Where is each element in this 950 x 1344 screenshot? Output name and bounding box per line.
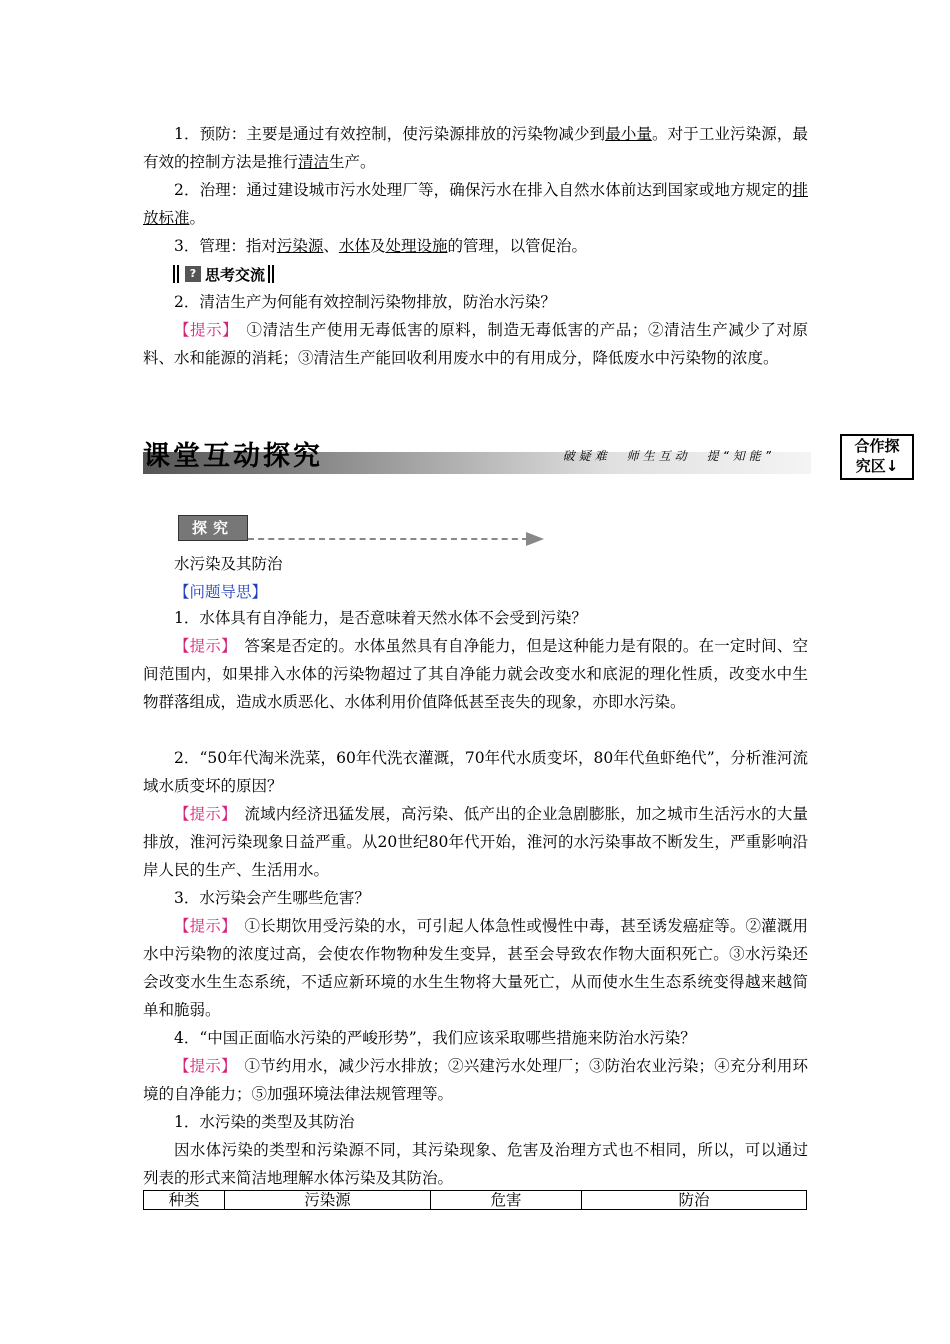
coop-line2: 究区 — [855, 457, 886, 475]
table-header-row — [144, 1191, 807, 1210]
answer-3: 【提示】 ①长期饮用受污染的水，可引起人体急性或慢性中毒，甚至诱发癌症等。②灌溉用水中污染物的浓度过高，会使农作物物种发生变异，甚至会导致农作物大面积死亡。③水污染还会改变水生生态系统，不适应新环境的水生生物将大量死亡，从而使水生生态系统变得越来越简单和脆弱。 — [143, 917, 808, 1019]
underline-clean: 清洁 — [298, 153, 330, 171]
tip-label: 【提示】 — [174, 917, 229, 935]
table-header-control: 防治 — [582, 1191, 807, 1210]
arrow-down-icon: ↓ — [885, 457, 899, 475]
banner-subtitle: 破疑难 师生互动 提“知能” — [562, 449, 775, 463]
think-answer: 【提示】 ①清洁生产使用无毒低害的原料，制造无毒低害的产品；②清洁生产减少了对原料、水和能源的消耗；③清洁生产能回收利用废水中的有用成分，降低废水中污染物的浓度。 — [143, 321, 808, 367]
guide-label: 【问题导思】 — [174, 583, 268, 601]
bar-right2 — [272, 265, 274, 283]
question-2: 2．“50年代淘米洗菜，60年代洗衣灌溉，70年代水质变坏，80年代鱼虾绝代”，分析淮河流域水质变坏的原因？ — [143, 749, 808, 795]
underline-min-amount: 最小量 — [605, 125, 653, 143]
table-header-type: 种类 — [144, 1191, 225, 1210]
explore-dashed-line — [248, 538, 528, 540]
underline-source: 污染源 — [276, 237, 324, 255]
answer-2: 【提示】 流域内经济迅猛发展，高污染、低产出的企业急剧膨胀，加之城市生活污水的大量排放，淮河污染现象日益严重。从20世纪80年代开始，淮河的水污染事故不断发生，严重影响沿岸人民的生产、生活用水。 — [143, 805, 808, 879]
item-treatment: 2．治理：通过建设城市污水处理厂等，确保污水在排入自然水体前达到国家或地方规定的排放标准。 — [143, 181, 808, 227]
tip-label: 【提示】 — [174, 805, 229, 823]
underline-water: 水体 — [338, 237, 370, 255]
bar-right — [268, 265, 270, 283]
answer-4: 【提示】 ①节约用水，减少污水排放；②兴建污水处理厂；③防治农业污染；④充分利用环境的自净能力；⑤加强环境法律法规管理等。 — [143, 1057, 808, 1103]
question-4: 4．“中国正面临水污染的严峻形势”，我们应该采取哪些措施来防治水污染？ — [174, 1029, 696, 1047]
tip-label: 【提示】 — [174, 637, 229, 655]
tip-label: 【提示】 — [174, 1057, 229, 1075]
section-intro: 因水体污染的类型和污染源不同，其污染现象、危害及治理方式也不相同，所以，可以通过列表的形式来简洁地理解水体污染及其防治。 — [143, 1141, 808, 1187]
underline-facility: 处理设施 — [385, 237, 448, 255]
question-1: 1．水体具有自净能力，是否意味着天然水体不会受到污染？ — [174, 609, 587, 627]
pollution-table — [143, 1190, 807, 1210]
answer-1: 【提示】 答案是否定的。水体虽然具有自净能力，但是这种能力是有限的。在一定时间、空间范围内，如果排入水体的污染物超过了其自净能力就会改变水和底泥的理化性质，改变水中生物群落组成，造成水质恶化、水体利用价值降低甚至丧失的现象，亦即水污染。 — [143, 637, 808, 711]
explore-topic: 水污染及其防治 — [174, 555, 283, 573]
table-header-source: 污染源 — [225, 1191, 431, 1210]
section-heading: 1．水污染的类型及其防治 — [174, 1113, 355, 1131]
think-heading-label: 思考交流 — [205, 265, 266, 284]
think-heading — [173, 263, 276, 285]
think-question: 2．清洁生产为何能有效控制污染物排放，防治水污染？ — [174, 293, 556, 311]
bar-left — [173, 265, 175, 283]
question-icon: ? — [185, 266, 201, 282]
banner-title: 课堂互动探究 — [143, 441, 323, 472]
item-management: 3．管理：指对污染源、水体及处理设施的管理，以管促治。 — [174, 237, 587, 255]
underline-standard: 排放标准 — [143, 181, 808, 227]
arrow-right-icon — [526, 532, 544, 546]
tip-label: 【提示】 — [174, 321, 231, 339]
section-banner — [143, 430, 811, 476]
question-3: 3．水污染会产生哪些危害？ — [174, 889, 370, 907]
item-prevention: 1．预防：主要是通过有效控制，使污染源排放的污染物减少到最小量。对于工业污染源，最有效的控制方法是推行清洁生产。 — [143, 125, 808, 171]
bar-left2 — [177, 265, 179, 283]
coop-zone-box — [840, 434, 914, 480]
explore-badge: 探究 — [178, 515, 248, 541]
table-header-harm: 危害 — [431, 1191, 582, 1210]
coop-line1: 合作探 — [854, 437, 900, 455]
